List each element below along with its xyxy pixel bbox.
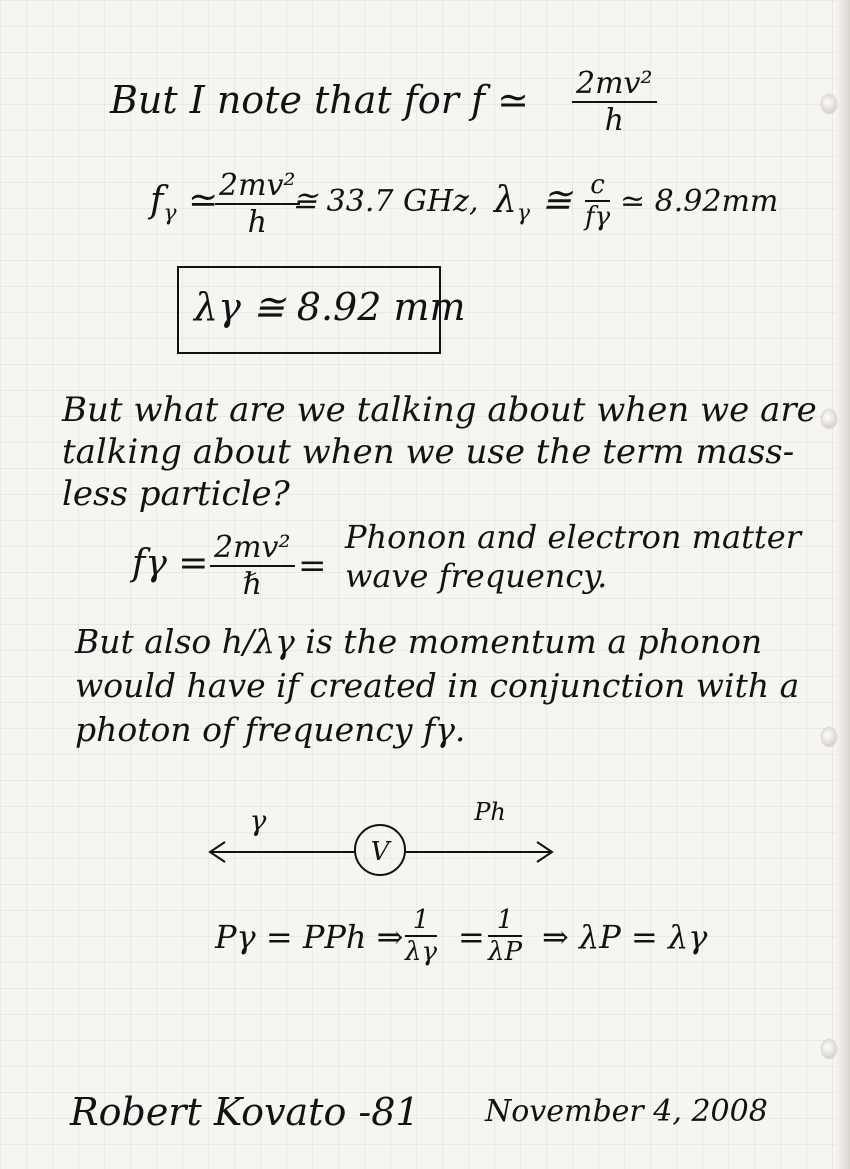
note-date: November 4, 2008	[485, 1094, 768, 1129]
fraction-denominator: fγ	[585, 202, 611, 232]
fraction-numerator: 2mv²	[215, 168, 300, 205]
approx-sign: ≃	[187, 180, 219, 221]
para1-line3: less particle?	[62, 474, 290, 514]
interaction-diagram	[190, 790, 590, 890]
page-edge	[836, 0, 850, 1169]
para2-line1: But also h/λγ is the momentum a phonon	[75, 622, 763, 661]
fraction-denominator: λP	[488, 937, 522, 967]
fraction-numerator: c	[585, 170, 610, 202]
eq3-rhs: ⇒ λP = λγ	[542, 918, 708, 956]
gamma-subscript: γ	[516, 201, 530, 227]
fraction-numerator: 1	[488, 905, 522, 937]
para2-line3: photon of frequency fγ.	[75, 710, 466, 749]
line1-text: But I note that for f ≃	[110, 78, 529, 122]
eq2-text-line2: wave frequency.	[345, 557, 608, 595]
f-symbol: f	[150, 180, 164, 221]
gamma-label: γ	[249, 804, 267, 837]
approx-sign: ≅	[541, 180, 572, 221]
lambda-symbol: λ	[494, 180, 517, 221]
fraction-numerator: 2mv²	[572, 66, 657, 103]
eq2-equals: =	[298, 546, 327, 586]
binder-hole	[822, 1040, 836, 1058]
eq3-lhs: Pγ = PPh ⇒	[215, 918, 404, 956]
eq3-fraction1	[405, 905, 437, 967]
line2-fraction	[215, 168, 300, 240]
author-signature: Robert Kovato -81	[70, 1090, 420, 1134]
phonon-label: Ph	[474, 798, 506, 826]
fraction-denominator: λγ	[405, 937, 438, 967]
binder-hole	[822, 95, 836, 113]
vertex-label: V	[370, 837, 390, 867]
wavelength-value: ≃ 8.92mm	[620, 184, 779, 219]
lambda-gamma-symbol	[494, 180, 572, 226]
para1-line2: talking about when we use the term mass-	[62, 432, 795, 472]
eq3-equals: =	[458, 918, 485, 956]
f-gamma-symbol	[150, 180, 218, 226]
fraction-denominator: ℏ	[242, 567, 262, 602]
fraction-numerator: 1	[405, 905, 437, 937]
fraction-denominator: h	[247, 205, 267, 240]
eq2-lhs: fγ =	[132, 543, 209, 584]
gamma-subscript: γ	[163, 201, 177, 227]
eq2-fraction	[210, 530, 295, 602]
eq2-text-line1: Phonon and electron matter	[345, 518, 802, 556]
eq3-fraction2	[488, 905, 522, 967]
para1-line1: But what are we talking about when we are	[62, 390, 817, 430]
para2-line2: would have if created in conjunction with a	[75, 666, 800, 705]
c-over-f-fraction	[585, 170, 610, 232]
binder-hole	[822, 410, 836, 428]
boxed-result-text: λγ ≅ 8.92 mm	[194, 285, 466, 329]
binder-hole	[822, 728, 836, 746]
line1-fraction	[572, 66, 657, 138]
fraction-denominator: h	[604, 103, 624, 138]
fraction-numerator: 2mv²	[210, 530, 295, 567]
frequency-value: ≅ 33.7 GHz,	[292, 184, 479, 219]
